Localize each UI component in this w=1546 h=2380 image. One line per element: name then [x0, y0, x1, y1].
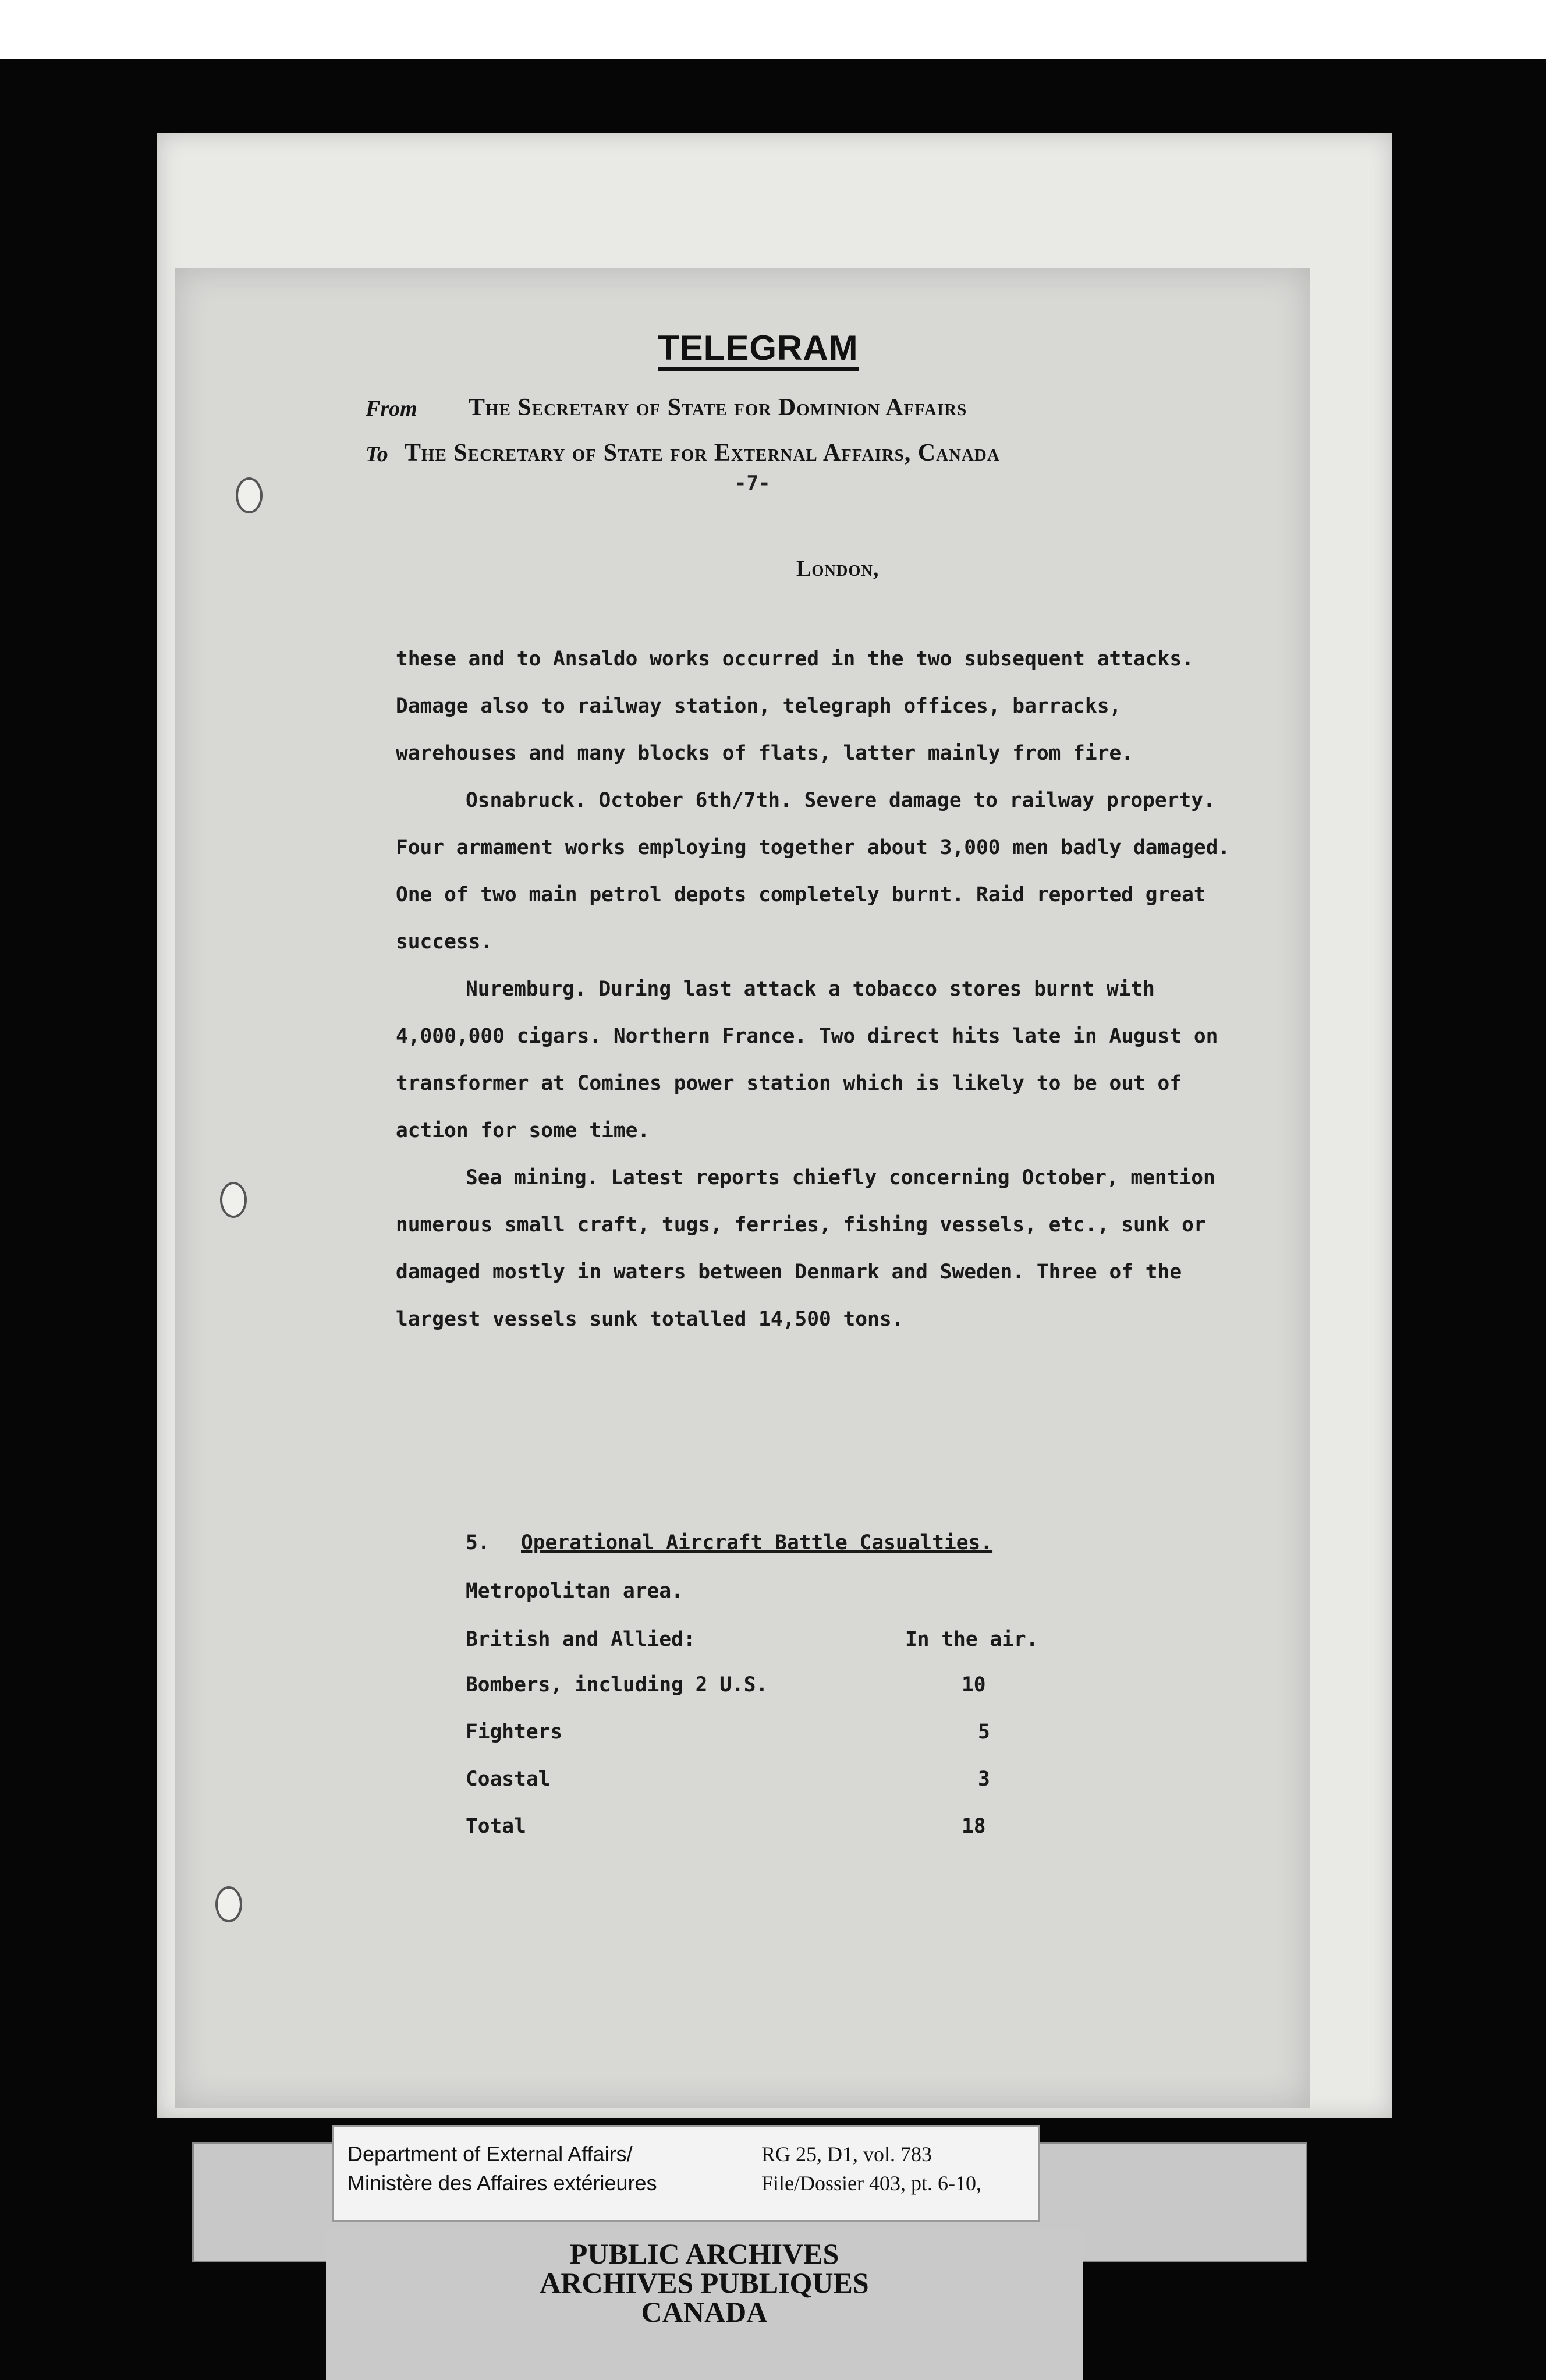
place-heading: London, — [796, 557, 880, 581]
archives-stamp — [326, 2230, 1083, 2380]
punch-hole — [215, 1886, 242, 1922]
from-value: The Secretary of State for Dominion Affairs — [469, 394, 967, 421]
stamp-line: ARCHIVES PUBLIQUES — [540, 2266, 869, 2299]
area-label: Metropolitan area. — [466, 1579, 683, 1603]
table-header-left: British and Allied: — [466, 1628, 696, 1651]
archive-ref-2: File/Dossier 403, pt. 6-10, — [761, 2172, 981, 2195]
body-paragraph: Nuremburg. During last attack a tobacco stores burnt with 4,000,000 cigars. Northern France. Two direct hits late in August on transformer at Comines power station which is likely to be out of action for some time. — [396, 978, 1218, 1142]
table-row-value: 18 — [962, 1815, 986, 1838]
table-row-label: Total — [466, 1815, 526, 1838]
body-paragraph: Osnabruck. October 6th/7th. Severe damage to railway property. Four armament works employing together about 3,000 men badly damaged. One of two main petrol depots completely burnt. Raid reported great success. — [396, 789, 1231, 954]
table-row-label: Coastal — [466, 1768, 551, 1791]
to-label: To — [366, 442, 388, 466]
table-row-label: Bombers, including 2 U.S. — [466, 1673, 768, 1697]
dept-fr: Ministère des Affaires extérieures — [348, 2171, 657, 2195]
body-paragraph: Sea mining. Latest reports chiefly concerning October, mention numerous small craft, tugs, ferries, fishing vessels, etc., sunk or damaged mostly in waters between Denmark and Sweden. Three of the largest vessels sunk totalled 14,500 tons. — [396, 1166, 1215, 1331]
stamp-line: PUBLIC ARCHIVES — [569, 2237, 839, 2270]
punch-hole — [236, 477, 263, 513]
table-header-right: In the air. — [905, 1628, 1038, 1651]
archive-ref-1: RG 25, D1, vol. 783 — [761, 2142, 932, 2166]
table-row-label: Fighters — [466, 1720, 563, 1744]
dept-en: Department of External Affairs/ — [348, 2142, 633, 2166]
telegram-body — [396, 636, 1234, 1343]
table-row-value: 3 — [978, 1768, 990, 1791]
page-number: -7- — [735, 472, 771, 495]
section-number: 5. — [466, 1531, 490, 1554]
to-value: The Secretary of State for External Affairs, Canada — [405, 440, 1000, 466]
telegram-title: TELEGRAM — [658, 329, 859, 371]
table-row-value: 10 — [962, 1673, 986, 1697]
table-row-value: 5 — [978, 1720, 990, 1744]
from-label: From — [366, 396, 417, 421]
section-heading: Operational Aircraft Battle Casualties. — [521, 1531, 993, 1554]
archive-label-card — [332, 2125, 1040, 2222]
stamp-line: CANADA — [641, 2296, 768, 2328]
body-paragraph: these and to Ansaldo works occurred in the two subsequent attacks. Damage also to railway station, telegraph offices, barracks, warehouses and many blocks of flats, latter mainly from fire. — [396, 647, 1194, 765]
punch-hole — [220, 1182, 247, 1218]
